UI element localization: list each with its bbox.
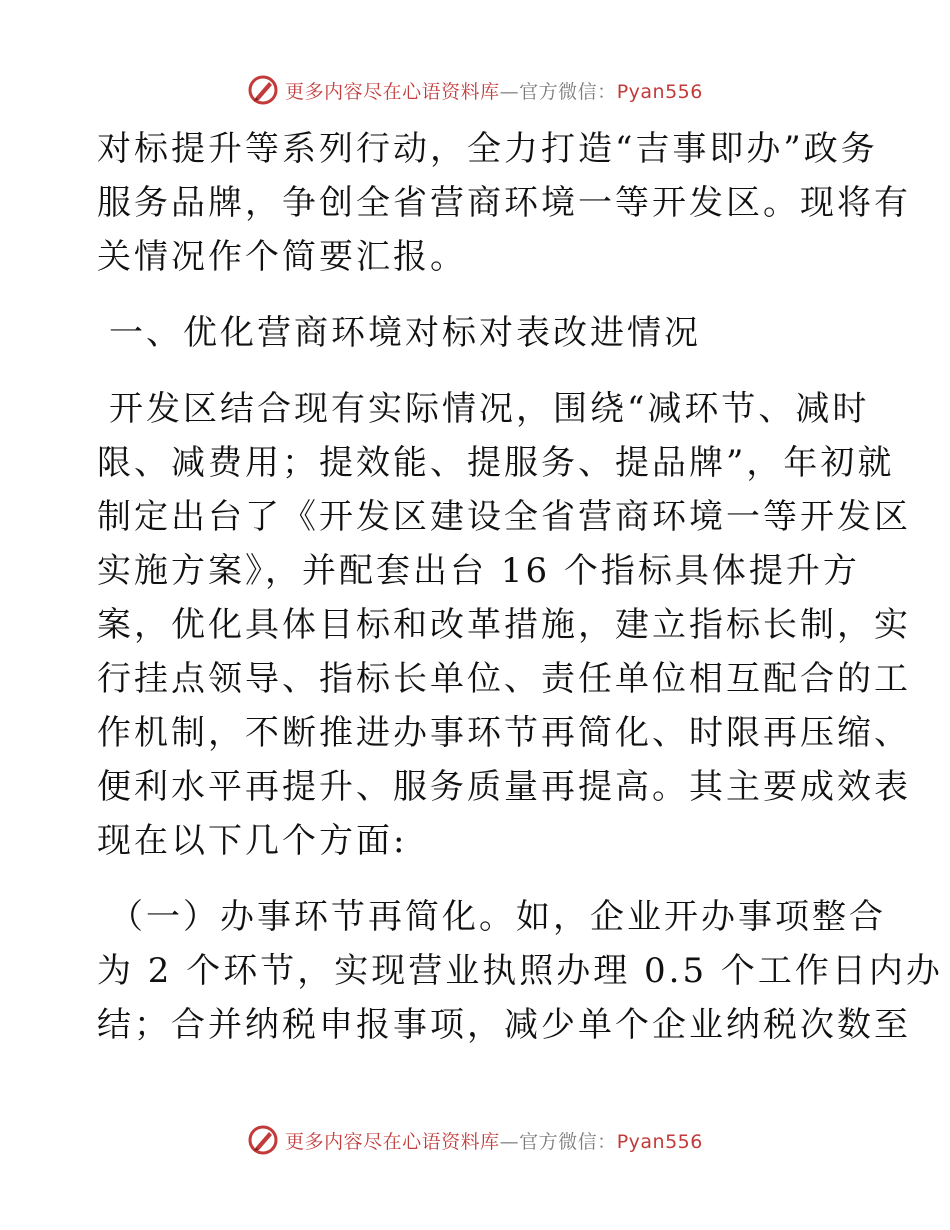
text-line: 制定出台了《开发区建设全省营商环境一等开发区	[97, 497, 911, 537]
text-line: 行挂点领导、指标长单位、责任单位相互配合的工	[97, 659, 911, 699]
text-line: （一）办事环节再简化。如，企业开办事项整合	[109, 897, 886, 937]
text-line: 结；合并纳税申报事项，减少单个企业纳税次数至	[97, 1005, 911, 1045]
watermark-text: 更多内容尽在心语资料库—官方微信：Pyan556	[285, 1130, 703, 1153]
section-heading	[97, 306, 857, 360]
pen-logo-icon	[247, 74, 279, 106]
paragraph-subsection	[97, 890, 943, 1052]
watermark-bottom	[0, 1122, 950, 1158]
text-line: 对标提升等系列行动，全力打造“吉事即办”政务	[97, 129, 878, 169]
text-line: 作机制，不断推进办事环节再简化、时限再压缩、	[97, 713, 911, 753]
text-line: 案，优化具体目标和改革措施，建立指标长制，实	[97, 605, 911, 645]
watermark-top	[0, 72, 950, 108]
heading-line: 一、优化营商环境对标对表改进情况	[109, 313, 701, 353]
watermark-text: 更多内容尽在心语资料库—官方微信：Pyan556	[285, 80, 703, 103]
paragraph-main	[97, 382, 911, 868]
text-line: 服务品牌，争创全省营商环境一等开发区。现将有	[97, 183, 911, 223]
paragraph-intro	[97, 122, 911, 284]
document-body	[97, 122, 943, 1052]
text-line: 实施方案》，并配套出台 16 个指标具体提升方	[97, 551, 860, 591]
text-line: 为 2 个环节，实现营业执照办理 0.5 个工作日内办	[97, 951, 943, 991]
text-line: 关情况作个简要汇报。	[97, 237, 467, 277]
text-line: 现在以下几个方面:	[97, 821, 408, 861]
text-line: 限、减费用；提效能、提服务、提品牌”，年初就	[97, 443, 895, 483]
pen-logo-icon	[247, 1124, 279, 1156]
text-line: 开发区结合现有实际情况，围绕“减环节、减时	[109, 389, 870, 429]
text-line: 便利水平再提升、服务质量再提高。其主要成效表	[97, 767, 911, 807]
